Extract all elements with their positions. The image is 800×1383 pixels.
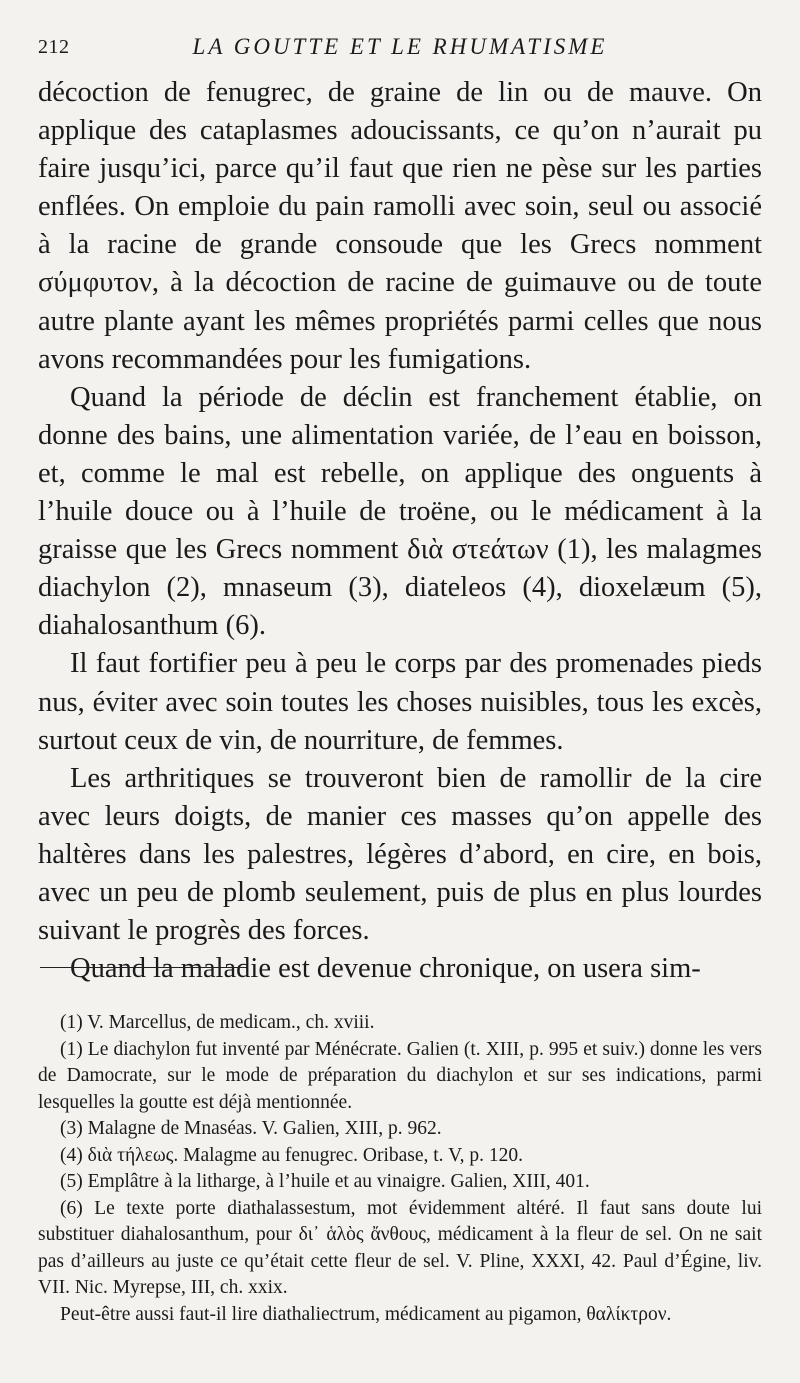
footnote-2: (1) Le diachylon fut inventé par Ménécrate. Galien (t. XIII, p. 995 et suiv.) donne les vers de Damocrate, sur le mode de préparation du diachylon et sur ses indications, parmi lesquelles la goutte est déjà mentionnée. — [38, 1038, 762, 1113]
footnote-4: (4) διὰ τήλεως. Malagme au fenugrec. Oribase, t. V, p. 120. — [60, 1144, 524, 1166]
running-title: LA GOUTTE ET LE RHUMATISME — [192, 34, 608, 59]
paragraph-declin: Quand la période de déclin est franchement établie, on donne des bains, une alimentation variée, de l’eau en boisson, et, comme le mal est rebelle, on applique des onguents à l’huile douce ou à l’huile de troëne, ou le médicament à la graisse que les Grecs nomment διὰ στεάτων (1), les malagmes diachylon (2), mnaseum (3), diateleos (4), dioxelæum (5), diahalosanthum (6). — [38, 381, 762, 642]
footnote-3: (3) Malagne de Mnaséas. V. Galien, XIII, p. 962. — [60, 1118, 442, 1139]
paragraph-fortifier: Il faut fortifier peu à peu le corps par des promenades pieds nus, éviter avec soin toutes les choses nuisibles, tous les excès, surtout ceux de vin, de nourriture, de femmes. — [38, 648, 762, 756]
footnote-6-continued: Peut-être aussi faut-il lire diathaliectrum, médicament au pigamon, θαλίκτρον. — [60, 1303, 672, 1325]
footnote-1: (1) V. Marcellus, de medicam., ch. xviii. — [60, 1012, 375, 1033]
footnotes — [38, 1010, 762, 1328]
page-number: 212 — [38, 36, 70, 58]
footnote-5: (5) Emplâtre à la litharge, à l’huile et au vinaigre. Galien, XIII, 401. — [60, 1171, 590, 1192]
paragraph-continued: décoction de fenugrec, de graine de lin ou de mauve. On applique des cataplasmes adoucissants, ce qu’on n’aurait pu faire jusqu’ici, parce qu’il faut que rien ne pèse sur les parties enflées. On emploie du pain ramolli avec soin, seul ou associé à la racine de grande consoude que les Grecs nomment σύμφυτον, à la décoction de racine de guimauve ou de toute autre plante ayant les mêmes propriétés parmi celles que nous avons recommandées pour les fumigations. — [38, 77, 762, 375]
paragraph-arthritiques: Les arthritiques se trouveront bien de ramollir de la cire avec leurs doigts, de manier ces masses qu’on appelle des haltères dans les palestres, légères d’abord, en cire, en bois, avec un peu de plomb seulement, puis de plus en plus lourdes suivant le progrès des forces. — [38, 762, 762, 947]
main-text — [38, 74, 762, 988]
paragraph-chronique: Quand la maladie est devenue chronique, on usera sim- — [70, 953, 701, 985]
footnote-divider — [40, 967, 248, 968]
footnote-6: (6) Le texte porte diathalassestum, mot évidemment altéré. Il faut sans doute lui substituer diahalosanthum, pour δι᾽ ἁλὸς ἄνθους, médicament à la fleur de sel. On ne sait pas d’ailleurs au juste ce qu’était cette fleur de sel. V. Pline, XXXI, 42. Paul d’Égine, liv. VII. Nic. Myrepse, III, ch. xxix. — [38, 1197, 762, 1298]
page-header — [38, 34, 762, 64]
